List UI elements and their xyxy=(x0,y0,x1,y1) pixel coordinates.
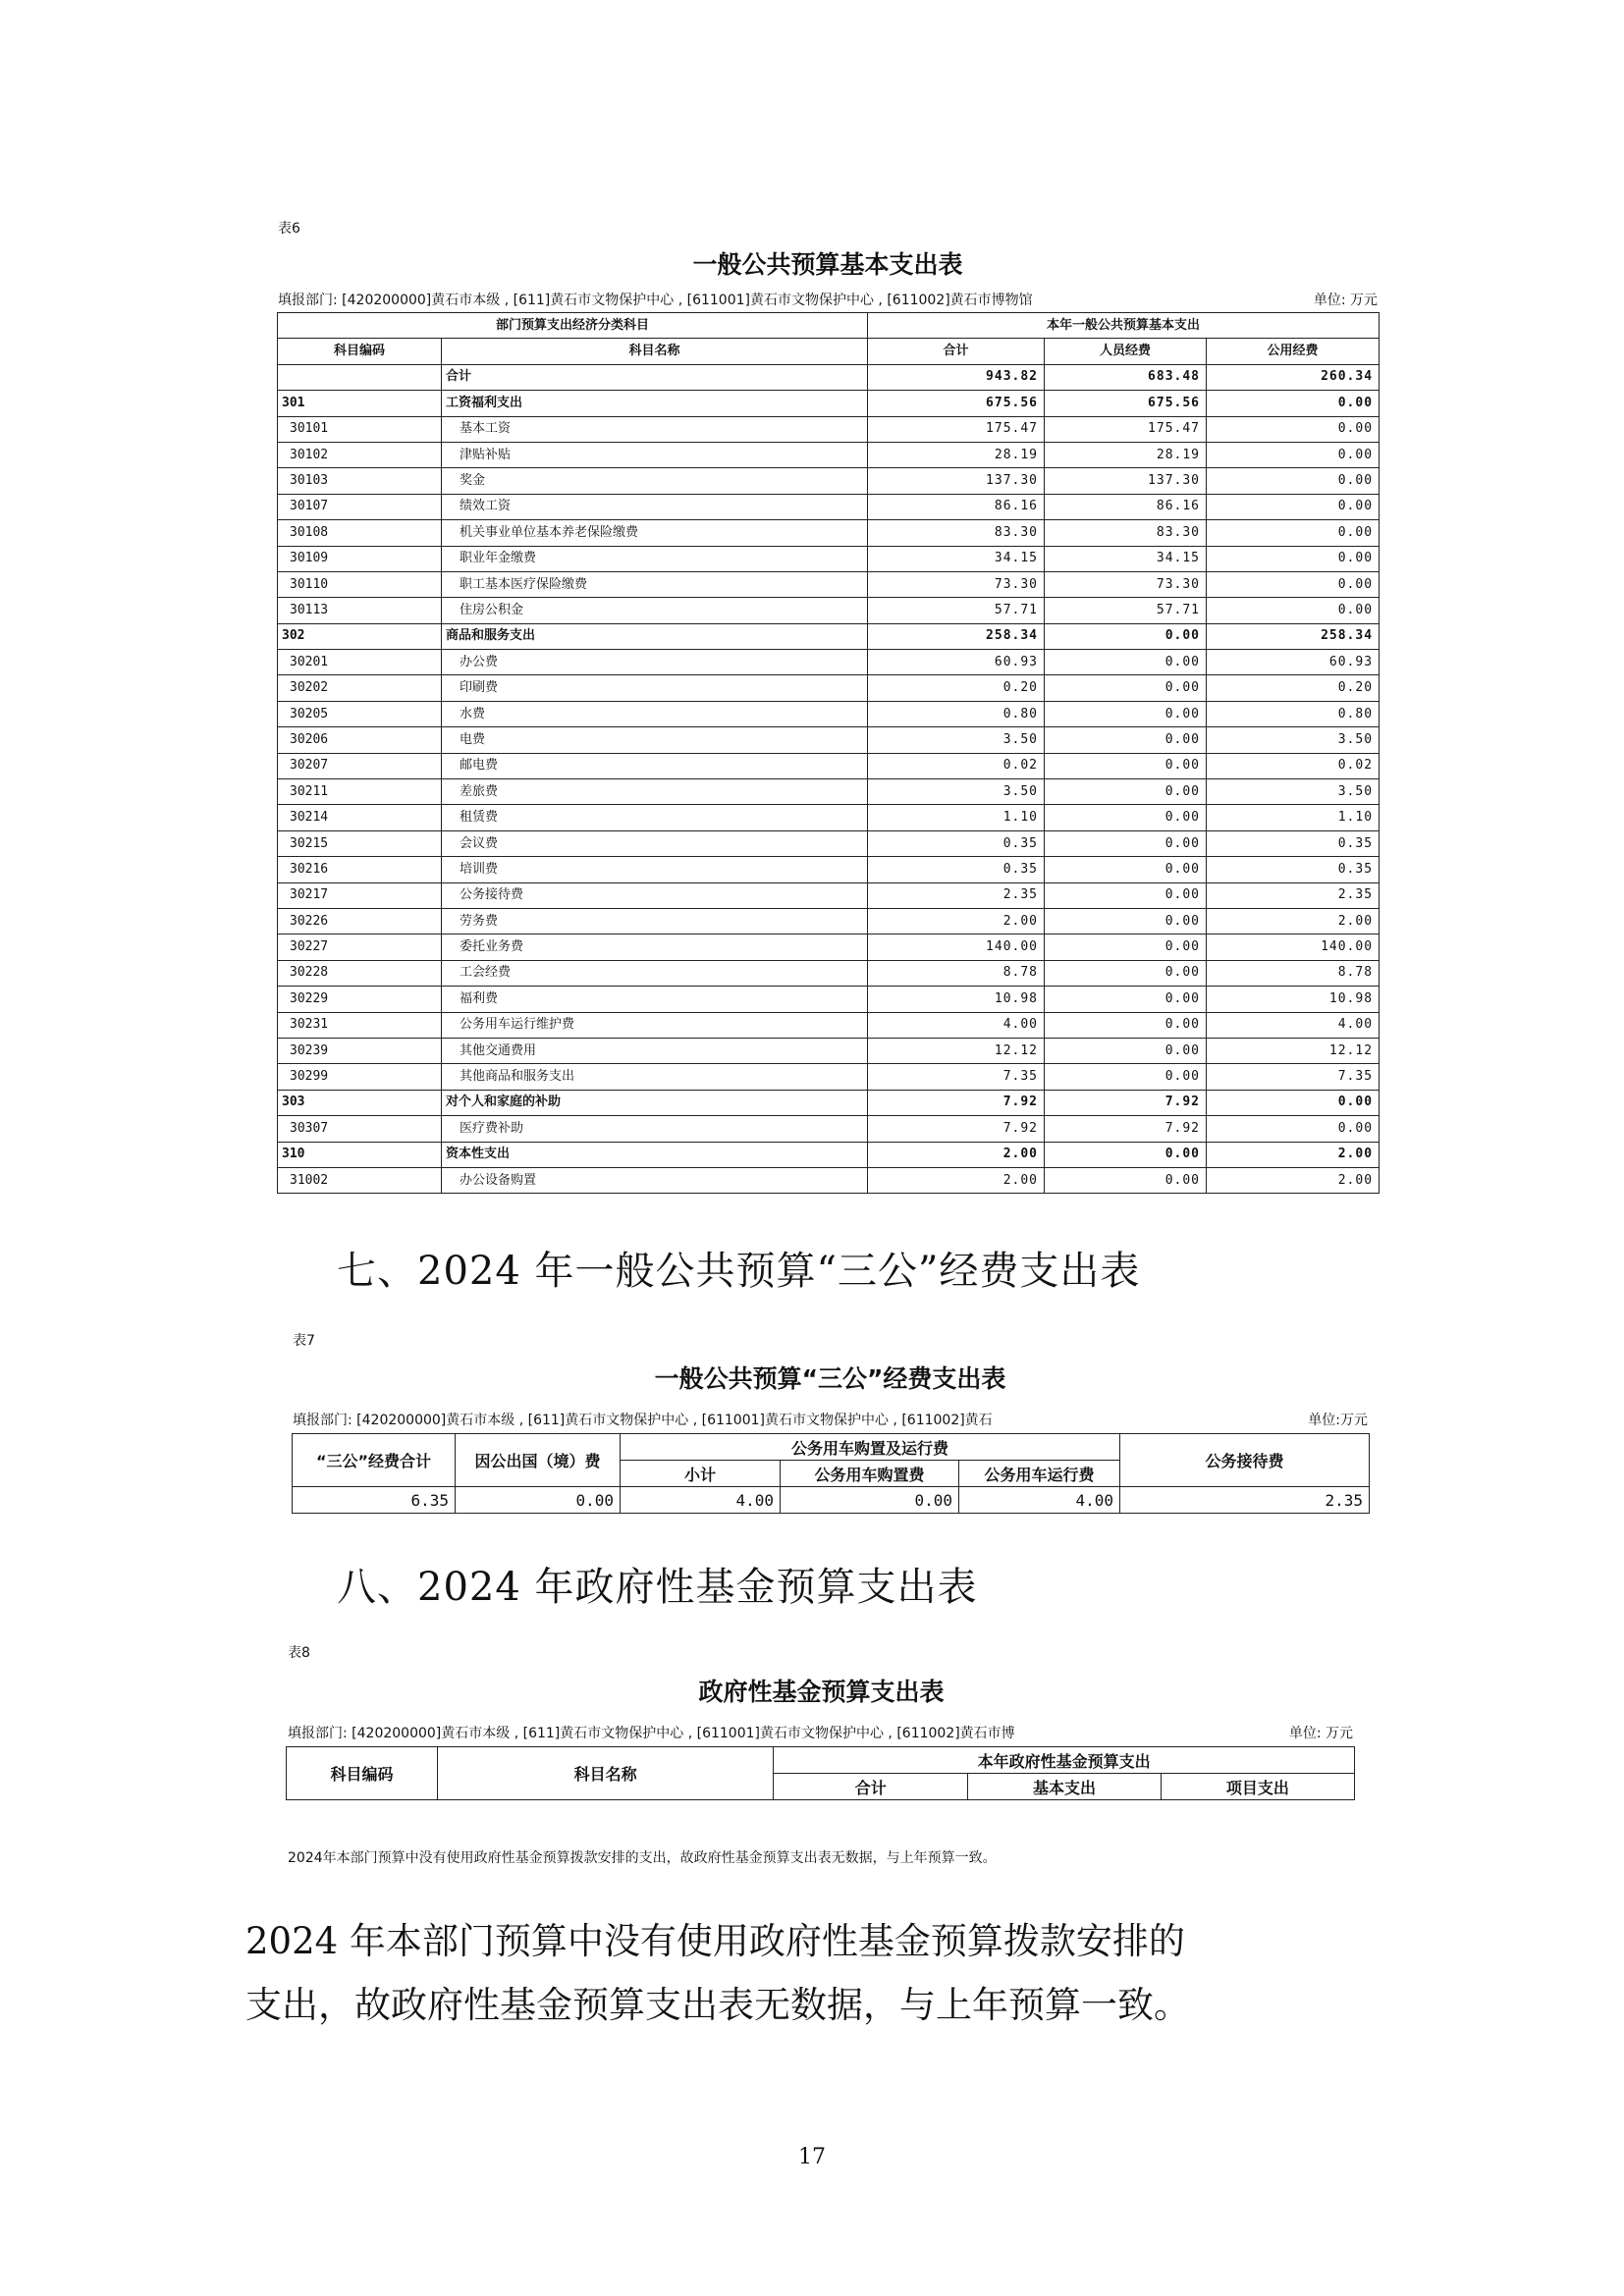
table-row xyxy=(278,830,1380,856)
row-public: 0.00 xyxy=(1207,442,1380,467)
row-total: 0.80 xyxy=(868,701,1045,726)
row-code: 31002 xyxy=(278,1167,442,1193)
table-row xyxy=(278,779,1380,805)
row-public: 2.00 xyxy=(1207,908,1380,934)
row-public: 0.00 xyxy=(1207,391,1380,416)
row-code: 30239 xyxy=(278,1038,442,1063)
table7-dept: 填报部门: [420200000]黄石市本级 , [611]黄石市文物保护中心 , [611001]黄石市文物保护中心 , [611002]黄石 xyxy=(293,1413,993,1428)
section8-heading: 八、2024 年政府性基金预算支出表 xyxy=(337,1565,978,1610)
row-public: 3.50 xyxy=(1207,779,1380,805)
row-public: 2.35 xyxy=(1207,882,1380,908)
row-public: 8.78 xyxy=(1207,960,1380,986)
table-row xyxy=(278,960,1380,986)
row-personnel: 0.00 xyxy=(1045,1038,1207,1063)
row-public: 0.35 xyxy=(1207,830,1380,856)
row-code: 310 xyxy=(278,1142,442,1167)
row-public: 1.10 xyxy=(1207,805,1380,830)
row-name: 资本性支出 xyxy=(442,1142,868,1167)
table6-tag: 表6 xyxy=(278,221,300,237)
row-code: 30215 xyxy=(278,830,442,856)
paragraph-line-1: 2024 年本部门预算中没有使用政府性基金预算拨款安排的 xyxy=(245,1920,1185,1962)
row-public: 0.80 xyxy=(1207,701,1380,726)
row-code: 30108 xyxy=(278,520,442,546)
value-car-operate: 4.00 xyxy=(959,1487,1120,1514)
row-personnel: 7.92 xyxy=(1045,1116,1207,1142)
row-total: 2.00 xyxy=(868,908,1045,934)
row-personnel: 0.00 xyxy=(1045,701,1207,726)
row-name: 租赁费 xyxy=(442,805,868,830)
table-row xyxy=(278,1142,1380,1167)
header-project: 项目支出 xyxy=(1161,1774,1354,1800)
table6-title: 一般公共预算基本支出表 xyxy=(692,250,963,279)
row-total: 0.02 xyxy=(868,753,1045,778)
header-name: 科目名称 xyxy=(437,1747,773,1800)
row-personnel: 0.00 xyxy=(1045,1142,1207,1167)
row-personnel: 0.00 xyxy=(1045,830,1207,856)
row-code: 30226 xyxy=(278,908,442,934)
gov-fund-table xyxy=(286,1746,1355,1800)
row-personnel: 0.00 xyxy=(1045,908,1207,934)
row-name: 培训费 xyxy=(442,857,868,882)
table-row xyxy=(278,598,1380,623)
row-total: 57.71 xyxy=(868,598,1045,623)
row-name: 津贴补贴 xyxy=(442,442,868,467)
row-personnel: 34.15 xyxy=(1045,546,1207,571)
row-code: 302 xyxy=(278,623,442,649)
row-total: 2.35 xyxy=(868,882,1045,908)
row-personnel: 0.00 xyxy=(1045,623,1207,649)
row-public: 0.00 xyxy=(1207,1090,1380,1115)
row-name: 合计 xyxy=(442,364,868,390)
table-row xyxy=(278,416,1380,442)
row-total: 7.92 xyxy=(868,1116,1045,1142)
row-total: 34.15 xyxy=(868,546,1045,571)
table-row xyxy=(278,520,1380,546)
table8-note: 2024年本部门预算中没有使用政府性基金预算拨款安排的支出，故政府性基金预算支出表无数据，与上年预算一致。 xyxy=(288,1850,997,1866)
row-personnel: 0.00 xyxy=(1045,934,1207,960)
group-header-left: 部门预算支出经济分类科目 xyxy=(278,313,868,339)
row-personnel: 73.30 xyxy=(1045,571,1207,597)
table-row xyxy=(278,987,1380,1012)
table7-tag: 表7 xyxy=(293,1333,315,1349)
header-code: 科目编码 xyxy=(287,1747,438,1800)
row-personnel: 0.00 xyxy=(1045,960,1207,986)
row-code: 30299 xyxy=(278,1064,442,1090)
row-name: 办公设备购置 xyxy=(442,1167,868,1193)
value-car-purchase: 0.00 xyxy=(781,1487,959,1514)
row-total: 258.34 xyxy=(868,623,1045,649)
table-row xyxy=(278,908,1380,934)
row-personnel: 0.00 xyxy=(1045,1012,1207,1038)
header-public: 公用经费 xyxy=(1207,339,1380,364)
row-name: 工资福利支出 xyxy=(442,391,868,416)
table-row xyxy=(278,494,1380,519)
budget-expenditure-table xyxy=(277,312,1380,1194)
row-code: 30113 xyxy=(278,598,442,623)
row-code: 30103 xyxy=(278,468,442,494)
row-name: 奖金 xyxy=(442,468,868,494)
row-personnel: 7.92 xyxy=(1045,1090,1207,1115)
row-public: 60.93 xyxy=(1207,650,1380,675)
row-total: 4.00 xyxy=(868,1012,1045,1038)
row-public: 4.00 xyxy=(1207,1012,1380,1038)
header-name: 科目名称 xyxy=(442,339,868,364)
row-name: 会议费 xyxy=(442,830,868,856)
row-code: 303 xyxy=(278,1090,442,1115)
row-total: 86.16 xyxy=(868,494,1045,519)
table-row xyxy=(278,753,1380,778)
table7-unit: 单位:万元 xyxy=(1308,1413,1368,1428)
row-public: 0.00 xyxy=(1207,598,1380,623)
row-public: 0.00 xyxy=(1207,494,1380,519)
row-code: 30217 xyxy=(278,882,442,908)
row-personnel: 0.00 xyxy=(1045,779,1207,805)
row-public: 0.35 xyxy=(1207,857,1380,882)
row-name: 基本工资 xyxy=(442,416,868,442)
row-name: 医疗费补助 xyxy=(442,1116,868,1142)
row-total: 7.92 xyxy=(868,1090,1045,1115)
row-code: 30307 xyxy=(278,1116,442,1142)
table-row xyxy=(278,727,1380,753)
header-fund-group: 本年政府性基金预算支出 xyxy=(774,1747,1355,1774)
row-code: 30211 xyxy=(278,779,442,805)
row-name: 邮电费 xyxy=(442,753,868,778)
row-code: 30107 xyxy=(278,494,442,519)
table7-title: 一般公共预算“三公”经费支出表 xyxy=(654,1364,1006,1393)
row-total: 0.20 xyxy=(868,675,1045,701)
row-code: 30205 xyxy=(278,701,442,726)
table-row xyxy=(278,391,1380,416)
row-name: 水费 xyxy=(442,701,868,726)
row-personnel: 137.30 xyxy=(1045,468,1207,494)
row-total: 60.93 xyxy=(868,650,1045,675)
row-total: 3.50 xyxy=(868,727,1045,753)
row-code: 30229 xyxy=(278,987,442,1012)
header-reception: 公务接待费 xyxy=(1120,1434,1370,1487)
table8-dept: 填报部门: [420200000]黄石市本级 , [611]黄石市文物保护中心 , [611001]黄石市文物保护中心 , [611002]黄石市博 xyxy=(288,1726,1015,1741)
row-personnel: 0.00 xyxy=(1045,987,1207,1012)
value-total: 6.35 xyxy=(293,1487,456,1514)
row-name: 商品和服务支出 xyxy=(442,623,868,649)
row-total: 2.00 xyxy=(868,1167,1045,1193)
table6-dept: 填报部门: [420200000]黄石市本级 , [611]黄石市文物保护中心 , [611001]黄石市文物保护中心 , [611002]黄石市博物馆 xyxy=(278,293,1033,308)
table-row xyxy=(278,805,1380,830)
row-personnel: 0.00 xyxy=(1045,1167,1207,1193)
row-public: 12.12 xyxy=(1207,1038,1380,1063)
section7-heading: 七、2024 年一般公共预算“三公”经费支出表 xyxy=(337,1249,1141,1294)
row-total: 83.30 xyxy=(868,520,1045,546)
table8-unit: 单位: 万元 xyxy=(1288,1726,1353,1741)
table-row xyxy=(278,701,1380,726)
table-row xyxy=(278,1012,1380,1038)
header-three-public-total: “三公”经费合计 xyxy=(293,1434,456,1487)
row-total: 2.00 xyxy=(868,1142,1045,1167)
row-name: 对个人和家庭的补助 xyxy=(442,1090,868,1115)
row-code: 301 xyxy=(278,391,442,416)
row-code: 30202 xyxy=(278,675,442,701)
row-name: 职业年金缴费 xyxy=(442,546,868,571)
table-row xyxy=(278,882,1380,908)
row-name: 福利费 xyxy=(442,987,868,1012)
group-header-right: 本年一般公共预算基本支出 xyxy=(868,313,1380,339)
row-total: 175.47 xyxy=(868,416,1045,442)
header-total: 合计 xyxy=(868,339,1045,364)
table8-tag: 表8 xyxy=(288,1645,310,1661)
row-total: 137.30 xyxy=(868,468,1045,494)
header-total: 合计 xyxy=(774,1774,968,1800)
row-code: 30110 xyxy=(278,571,442,597)
row-personnel: 683.48 xyxy=(1045,364,1207,390)
row-public: 2.00 xyxy=(1207,1167,1380,1193)
value-abroad: 0.00 xyxy=(456,1487,621,1514)
row-name: 住房公积金 xyxy=(442,598,868,623)
table-row xyxy=(278,468,1380,494)
row-name: 工会经费 xyxy=(442,960,868,986)
row-total: 8.78 xyxy=(868,960,1045,986)
value-reception: 2.35 xyxy=(1120,1487,1370,1514)
row-personnel: 0.00 xyxy=(1045,857,1207,882)
row-personnel: 0.00 xyxy=(1045,650,1207,675)
table8-title: 政府性基金预算支出表 xyxy=(698,1678,945,1706)
row-public: 0.00 xyxy=(1207,520,1380,546)
row-name: 绩效工资 xyxy=(442,494,868,519)
row-public: 0.00 xyxy=(1207,468,1380,494)
header-personnel: 人员经费 xyxy=(1045,339,1207,364)
row-code: 30207 xyxy=(278,753,442,778)
row-name: 委托业务费 xyxy=(442,934,868,960)
row-name: 机关事业单位基本养老保险缴费 xyxy=(442,520,868,546)
row-personnel: 86.16 xyxy=(1045,494,1207,519)
table-row xyxy=(278,675,1380,701)
row-public: 7.35 xyxy=(1207,1064,1380,1090)
row-total: 0.35 xyxy=(868,857,1045,882)
row-public: 260.34 xyxy=(1207,364,1380,390)
row-code: 30216 xyxy=(278,857,442,882)
row-personnel: 28.19 xyxy=(1045,442,1207,467)
row-public: 140.00 xyxy=(1207,934,1380,960)
row-personnel: 83.30 xyxy=(1045,520,1207,546)
row-public: 0.00 xyxy=(1207,1116,1380,1142)
page-number: 17 xyxy=(798,2145,826,2169)
row-total: 675.56 xyxy=(868,391,1045,416)
row-code: 30109 xyxy=(278,546,442,571)
table-row xyxy=(278,1167,1380,1193)
table-row xyxy=(278,623,1380,649)
row-name: 办公费 xyxy=(442,650,868,675)
row-total: 10.98 xyxy=(868,987,1045,1012)
row-personnel: 175.47 xyxy=(1045,416,1207,442)
table-row xyxy=(293,1487,1370,1514)
header-abroad: 因公出国（境）费 xyxy=(456,1434,621,1487)
row-personnel: 0.00 xyxy=(1045,727,1207,753)
header-code: 科目编码 xyxy=(278,339,442,364)
row-public: 0.00 xyxy=(1207,546,1380,571)
table-row xyxy=(278,571,1380,597)
row-public: 10.98 xyxy=(1207,987,1380,1012)
value-subtotal: 4.00 xyxy=(621,1487,781,1514)
row-public: 0.00 xyxy=(1207,416,1380,442)
row-public: 258.34 xyxy=(1207,623,1380,649)
three-public-table xyxy=(292,1433,1370,1514)
row-total: 73.30 xyxy=(868,571,1045,597)
row-code: 30231 xyxy=(278,1012,442,1038)
paragraph-line-2: 支出，故政府性基金预算支出表无数据，与上年预算一致。 xyxy=(245,1984,1190,2026)
table-row xyxy=(278,1090,1380,1115)
table-row xyxy=(278,364,1380,390)
row-name: 其他商品和服务支出 xyxy=(442,1064,868,1090)
row-name: 公务用车运行维护费 xyxy=(442,1012,868,1038)
row-total: 3.50 xyxy=(868,779,1045,805)
row-public: 2.00 xyxy=(1207,1142,1380,1167)
row-code: 30101 xyxy=(278,416,442,442)
row-total: 7.35 xyxy=(868,1064,1045,1090)
table-row xyxy=(278,1064,1380,1090)
table-row xyxy=(278,546,1380,571)
row-personnel: 0.00 xyxy=(1045,805,1207,830)
row-total: 1.10 xyxy=(868,805,1045,830)
row-code xyxy=(278,364,442,390)
table-row xyxy=(278,650,1380,675)
row-code: 30214 xyxy=(278,805,442,830)
row-code: 30227 xyxy=(278,934,442,960)
row-name: 公务接待费 xyxy=(442,882,868,908)
row-code: 30102 xyxy=(278,442,442,467)
row-total: 28.19 xyxy=(868,442,1045,467)
row-code: 30228 xyxy=(278,960,442,986)
header-car-operate: 公务用车运行费 xyxy=(959,1461,1120,1487)
table-row xyxy=(278,1038,1380,1063)
row-public: 0.00 xyxy=(1207,571,1380,597)
row-name: 其他交通费用 xyxy=(442,1038,868,1063)
table-row xyxy=(278,934,1380,960)
row-code: 30206 xyxy=(278,727,442,753)
header-car-purchase: 公务用车购置费 xyxy=(781,1461,959,1487)
row-personnel: 0.00 xyxy=(1045,882,1207,908)
row-total: 943.82 xyxy=(868,364,1045,390)
row-name: 印刷费 xyxy=(442,675,868,701)
row-public: 0.02 xyxy=(1207,753,1380,778)
header-subtotal: 小计 xyxy=(621,1461,781,1487)
row-total: 140.00 xyxy=(868,934,1045,960)
row-total: 0.35 xyxy=(868,830,1045,856)
table-row xyxy=(278,1116,1380,1142)
row-total: 12.12 xyxy=(868,1038,1045,1063)
table-row xyxy=(278,857,1380,882)
row-name: 职工基本医疗保险缴费 xyxy=(442,571,868,597)
header-basic: 基本支出 xyxy=(968,1774,1161,1800)
row-public: 0.20 xyxy=(1207,675,1380,701)
row-code: 30201 xyxy=(278,650,442,675)
row-name: 劳务费 xyxy=(442,908,868,934)
row-name: 电费 xyxy=(442,727,868,753)
table-row xyxy=(278,442,1380,467)
header-car-group: 公务用车购置及运行费 xyxy=(621,1434,1120,1461)
table6-unit: 单位: 万元 xyxy=(1313,293,1378,308)
row-personnel: 675.56 xyxy=(1045,391,1207,416)
row-name: 差旅费 xyxy=(442,779,868,805)
row-personnel: 0.00 xyxy=(1045,753,1207,778)
row-personnel: 0.00 xyxy=(1045,675,1207,701)
row-personnel: 0.00 xyxy=(1045,1064,1207,1090)
row-public: 3.50 xyxy=(1207,727,1380,753)
row-personnel: 57.71 xyxy=(1045,598,1207,623)
